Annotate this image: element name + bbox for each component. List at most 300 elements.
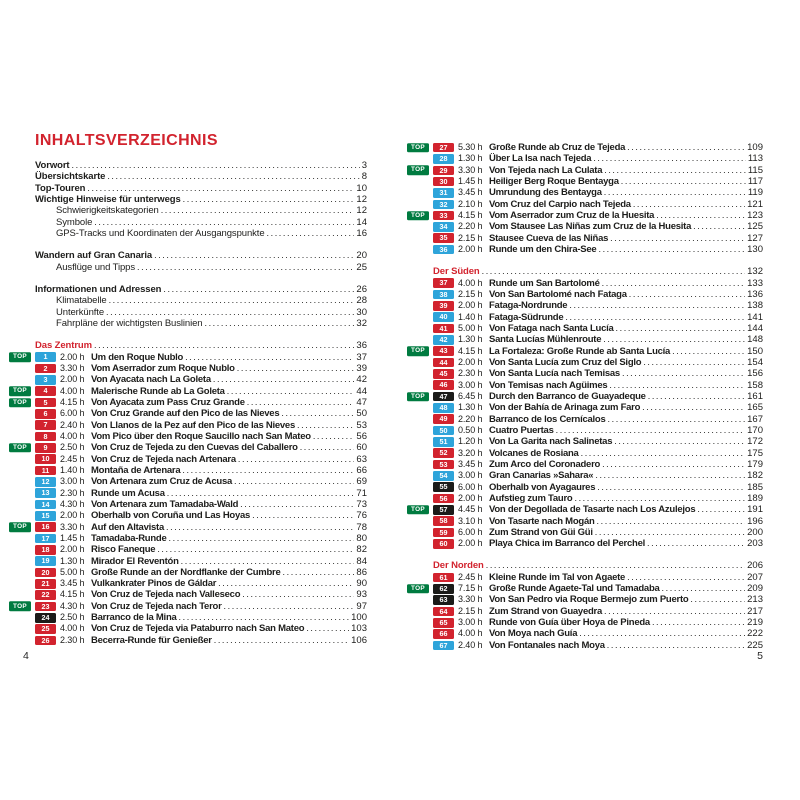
tour-duration: 4.00 h — [60, 385, 85, 396]
dot-leader — [693, 221, 745, 232]
dot-leader — [300, 442, 355, 453]
tour-row — [433, 516, 763, 527]
tour-title: Fataga-Südrunde — [489, 311, 564, 323]
tour-number-badge: 18 — [35, 545, 56, 555]
page-ref: 225 — [747, 639, 763, 651]
toc-row — [35, 284, 367, 295]
page-ref: 117 — [747, 175, 763, 187]
tour-duration: 1.30 h — [458, 153, 483, 164]
tour-title: Fataga-Nordrunde — [489, 300, 568, 312]
page-ref: 97 — [356, 600, 367, 612]
dot-leader — [306, 623, 349, 634]
tour-number-badge: 53 — [433, 460, 454, 470]
tour-title: Von Cruz Grande auf den Pico de las Nieves — [91, 408, 280, 420]
dot-leader — [169, 533, 355, 544]
tour-row — [433, 459, 763, 470]
tour-number-badge: 20 — [35, 568, 56, 578]
tour-duration: 4.15 h — [60, 589, 85, 600]
tour-number-badge: 67 — [433, 641, 454, 651]
page-ref: 121 — [747, 198, 763, 210]
tour-title: Über La Isa nach Tejeda — [489, 153, 592, 165]
toc-row — [35, 307, 367, 318]
tour-duration: 3.30 h — [458, 164, 483, 175]
tour-row — [433, 289, 763, 300]
tour-number-badge: 11 — [35, 466, 56, 476]
toc-entry-label: Wandern auf Gran Canaria — [35, 250, 153, 262]
tour-duration: 3.00 h — [60, 476, 85, 487]
tour-number-badge: 58 — [433, 516, 454, 526]
tour-row — [411, 504, 763, 516]
tour-row — [35, 431, 367, 442]
tour-duration: 7.15 h — [458, 583, 483, 594]
section-row — [433, 266, 763, 277]
tour-row — [433, 606, 763, 617]
tour-number-badge: 36 — [433, 245, 454, 255]
tour-duration: 2.00 h — [60, 544, 85, 555]
page-ref: 206 — [747, 560, 763, 572]
tour-title: Zum Strand von Güi Güi — [489, 526, 593, 538]
dot-leader — [604, 606, 745, 617]
dot-leader — [604, 187, 746, 198]
dot-leader — [242, 589, 354, 600]
tour-duration: 3.45 h — [458, 458, 483, 469]
top-badge: TOP — [407, 346, 429, 356]
page-ref: 100 — [351, 612, 367, 624]
dot-leader — [281, 408, 354, 419]
dot-leader — [643, 357, 745, 368]
tour-title: Vulkankrater Pinos de Gáldar — [91, 578, 217, 590]
dot-leader — [267, 228, 355, 239]
page-ref: 25 — [356, 261, 367, 273]
dot-leader — [672, 346, 745, 357]
tour-duration: 3.30 h — [60, 521, 85, 532]
tour-row — [433, 380, 763, 391]
page-ref: 133 — [747, 277, 763, 289]
page-ref: 185 — [747, 481, 763, 493]
tour-duration: 4.00 h — [458, 277, 483, 288]
tour-title: Von Cruz de Tejeda nach Artenara — [91, 453, 236, 465]
tour-title: Von Cruz de Tejeda via Pataburro nach San Mateo — [91, 623, 305, 635]
dot-leader — [109, 295, 355, 306]
tour-duration: 2.00 h — [458, 300, 483, 311]
folio-left: 4 — [23, 650, 29, 662]
dot-leader — [565, 312, 745, 323]
tour-duration: 2.00 h — [458, 243, 483, 254]
tour-row — [433, 334, 763, 345]
tour-title: Risco Faneque — [91, 544, 156, 556]
page-ref: 179 — [747, 458, 763, 470]
page-ref: 213 — [747, 594, 763, 606]
tour-title: La Fortaleza: Große Runde ab Santa Lucía — [489, 345, 671, 357]
toc-entry-label: Fahrpläne der wichtigsten Buslinien — [56, 317, 203, 329]
tour-number-badge: 32 — [433, 200, 454, 210]
tour-row — [433, 594, 763, 605]
page-ref: 42 — [356, 374, 367, 386]
dot-leader — [482, 266, 746, 277]
tour-row — [13, 351, 367, 363]
tour-number-badge: 47 — [433, 392, 454, 402]
dot-leader — [181, 556, 355, 567]
tour-number-badge: 60 — [433, 539, 454, 549]
page-ref: 141 — [747, 311, 763, 323]
dot-leader — [182, 465, 354, 476]
tour-row — [35, 612, 367, 623]
tour-title: Von Santa Lucía nach Temisas — [489, 368, 620, 380]
tour-number-badge: 14 — [35, 500, 56, 510]
tour-row — [433, 221, 763, 232]
tour-title: Von Moya nach Guía — [489, 628, 578, 640]
tour-title: Zum Strand von Guayedra — [489, 605, 603, 617]
tour-duration: 2.40 h — [458, 639, 483, 650]
page-ref: 148 — [747, 334, 763, 346]
tour-duration: 4.30 h — [60, 498, 85, 509]
tour-duration: 3.10 h — [458, 515, 483, 526]
dot-leader — [213, 374, 355, 385]
page-ref: 44 — [356, 385, 367, 397]
tour-number-badge: 6 — [35, 409, 56, 419]
page-ref: 36 — [356, 340, 367, 352]
tour-title: Umrundung des Bentayga — [489, 187, 602, 199]
dot-leader — [486, 560, 745, 571]
tour-number-badge: 43 — [433, 346, 454, 356]
tour-row — [433, 244, 763, 255]
dot-leader — [595, 470, 745, 481]
toc-row — [35, 205, 367, 216]
page-ref: 125 — [747, 221, 763, 233]
tour-number-badge: 27 — [433, 143, 454, 153]
dot-leader — [161, 205, 355, 216]
tour-duration: 3.00 h — [458, 379, 483, 390]
section-row — [35, 340, 367, 351]
tour-duration: 5.00 h — [458, 322, 483, 333]
tour-row — [433, 357, 763, 368]
tour-duration: 6.45 h — [458, 390, 483, 401]
tour-row — [433, 199, 763, 210]
dot-leader — [252, 510, 354, 521]
page-ref: 113 — [747, 153, 763, 165]
tour-row — [411, 345, 763, 357]
tour-title: Von Ayacata nach La Goleta — [91, 374, 211, 386]
tour-number-badge: 40 — [433, 312, 454, 322]
tour-row — [35, 533, 367, 544]
tour-row — [35, 488, 367, 499]
tour-duration: 4.00 h — [60, 430, 85, 441]
tour-row — [411, 583, 763, 595]
tour-title: Vom Stausee Las Niñas zum Cruz de la Huesita — [489, 221, 692, 233]
tour-title: Von Artenara zum Tamadaba-Wald — [91, 498, 239, 510]
page-ref: 66 — [356, 464, 367, 476]
tour-number-badge: 49 — [433, 414, 454, 424]
tour-duration: 2.20 h — [458, 221, 483, 232]
dot-leader — [579, 628, 745, 639]
tour-duration: 2.50 h — [60, 612, 85, 623]
page-ref: 80 — [356, 532, 367, 544]
tour-number-badge: 8 — [35, 432, 56, 442]
top-badge: TOP — [407, 166, 429, 176]
dot-leader — [604, 165, 746, 176]
tour-number-badge: 39 — [433, 301, 454, 311]
tour-title: Mirador El Reventón — [91, 555, 179, 567]
toc-row — [35, 262, 367, 273]
tour-title: Von Fataga nach Santa Lucía — [489, 322, 614, 334]
tour-number-badge: 50 — [433, 426, 454, 436]
tour-duration: 2.50 h — [60, 442, 85, 453]
top-badge: TOP — [9, 352, 31, 362]
tour-title: Tamadaba-Runde — [91, 532, 167, 544]
dot-leader — [94, 340, 354, 351]
toc-row — [35, 228, 367, 239]
tour-row — [433, 187, 763, 198]
tour-title: Playa Chica im Barranco del Perchel — [489, 538, 645, 550]
toc-entry-label: Vorwort — [35, 160, 70, 171]
dot-leader — [629, 289, 745, 300]
page-ref: 167 — [747, 413, 763, 425]
tour-duration: 2.15 h — [458, 288, 483, 299]
tour-number-badge: 66 — [433, 629, 454, 639]
dot-leader — [627, 142, 745, 153]
tour-row — [433, 493, 763, 504]
tour-number-badge: 10 — [35, 454, 56, 464]
tour-duration: 2.45 h — [60, 453, 85, 464]
section-row — [433, 560, 763, 571]
toc-row — [35, 250, 367, 261]
page-ref: 172 — [747, 436, 763, 448]
tour-row — [35, 589, 367, 600]
toc-row — [35, 171, 367, 182]
page-ref: 12 — [356, 193, 367, 205]
tour-title: Von Cruz de Tejeda nach Valleseco — [91, 589, 241, 601]
tour-duration: 3.00 h — [458, 470, 483, 481]
page-ref: 26 — [356, 283, 367, 295]
page-ref: 189 — [747, 492, 763, 504]
dot-leader — [163, 284, 354, 295]
page-ref: 3 — [361, 160, 367, 171]
page-ref: 165 — [747, 402, 763, 414]
tour-row — [35, 408, 367, 419]
tour-number-badge: 54 — [433, 471, 454, 481]
top-badge: TOP — [9, 522, 31, 532]
toc-row — [35, 183, 367, 194]
toc-entry-label: Informationen und Adressen — [35, 283, 162, 295]
tour-title: Vom Pico über den Roque Saucillo nach San Mateo — [91, 430, 311, 442]
tour-row — [411, 209, 763, 221]
tour-row — [35, 578, 367, 589]
left-page — [13, 0, 367, 800]
tour-duration: 3.00 h — [458, 617, 483, 628]
tour-row — [13, 600, 367, 612]
page-ref: 182 — [747, 470, 763, 482]
dot-leader — [656, 210, 745, 221]
tour-duration: 6.00 h — [60, 408, 85, 419]
tour-title: Oberhalb von Coruña und Las Hoyas — [91, 510, 251, 522]
tour-title: Vom Aserrador zum Cruz de la Huesita — [489, 209, 655, 221]
tour-number-badge: 62 — [433, 584, 454, 594]
tour-title: Um den Roque Nublo — [91, 351, 184, 363]
dot-leader — [598, 244, 745, 255]
page-ref: 10 — [356, 182, 367, 194]
tour-duration: 4.00 h — [458, 628, 483, 639]
tour-duration: 3.20 h — [458, 447, 483, 458]
tour-row — [433, 617, 763, 628]
tour-title: Große Runde Agaete-Tal und Tamadaba — [489, 583, 660, 595]
tour-duration: 3.45 h — [458, 187, 483, 198]
tour-title: Von La Garita nach Salinetas — [489, 436, 613, 448]
tour-number-badge: 38 — [433, 290, 454, 300]
tour-duration: 2.00 h — [60, 510, 85, 521]
page-ref: 144 — [747, 322, 763, 334]
top-badge: TOP — [407, 392, 429, 402]
dot-leader — [597, 516, 746, 527]
page-ref: 39 — [356, 362, 367, 374]
dot-leader — [569, 300, 745, 311]
dot-leader — [157, 544, 354, 555]
page-ref: 161 — [747, 390, 763, 402]
dot-leader — [622, 368, 745, 379]
tour-duration: 1.30 h — [458, 402, 483, 413]
page-ref: 84 — [356, 555, 367, 567]
page-ref: 93 — [356, 589, 367, 601]
tour-duration: 2.30 h — [60, 487, 85, 498]
tour-number-badge: 41 — [433, 324, 454, 334]
section-label: Der Süden — [433, 266, 480, 278]
dot-leader — [87, 183, 354, 194]
dot-leader — [313, 431, 355, 442]
dot-leader — [648, 391, 745, 402]
tour-title: Barranco de la Mina — [91, 612, 177, 624]
toc-row — [35, 160, 367, 171]
dot-leader — [633, 199, 745, 210]
tour-number-badge: 63 — [433, 595, 454, 605]
tour-number-badge: 24 — [35, 613, 56, 623]
tour-duration: 2.00 h — [458, 492, 483, 503]
tour-row — [433, 640, 763, 651]
tour-number-badge: 52 — [433, 448, 454, 458]
tour-title: Oberhalb von Ayagaures — [489, 481, 596, 493]
tour-title: Von der Degollada de Tasarte nach Los Azulejos — [489, 504, 696, 516]
tour-row — [35, 363, 367, 374]
tour-title: Durch den Barranco de Guayadeque — [489, 390, 646, 402]
tour-number-badge: 22 — [35, 590, 56, 600]
dot-leader — [214, 635, 349, 646]
tour-number-badge: 57 — [433, 505, 454, 515]
page-ref: 158 — [747, 379, 763, 391]
page-ref: 90 — [356, 578, 367, 590]
page-ref: 20 — [356, 250, 367, 262]
top-badge: TOP — [407, 143, 429, 153]
tour-row — [433, 436, 763, 447]
top-badge: TOP — [407, 505, 429, 515]
dot-leader — [574, 493, 745, 504]
tour-duration: 2.10 h — [458, 198, 483, 209]
page-ref: 191 — [747, 504, 763, 516]
tour-number-badge: 51 — [433, 437, 454, 447]
dot-leader — [621, 176, 746, 187]
toc-entry-label: Unterkünfte — [56, 306, 105, 318]
tour-row — [35, 420, 367, 431]
page-ref: 28 — [356, 295, 367, 307]
tour-row — [433, 278, 763, 289]
top-badge: TOP — [407, 584, 429, 594]
dot-leader — [179, 612, 350, 623]
dot-leader — [247, 397, 355, 408]
tour-title: Auf den Altavista — [91, 521, 164, 533]
tour-row — [433, 538, 763, 549]
dot-leader — [238, 454, 355, 465]
tour-number-badge: 4 — [35, 386, 56, 396]
tour-title: Von Llanos de la Pez auf den Pico de las Nieves — [91, 419, 296, 431]
tour-duration: 4.15 h — [458, 209, 483, 220]
tour-title: Aufstieg zum Tauro — [489, 492, 573, 504]
tour-row — [433, 414, 763, 425]
tour-title: Von Tejeda nach La Culata — [489, 164, 603, 176]
tour-number-badge: 45 — [433, 369, 454, 379]
tour-duration: 1.45 h — [458, 175, 483, 186]
tour-row — [13, 442, 367, 454]
tour-duration: 4.15 h — [60, 396, 85, 407]
tour-duration: 2.20 h — [458, 413, 483, 424]
tour-duration: 6.00 h — [458, 481, 483, 492]
tour-title: Zum Arco del Coronadero — [489, 458, 601, 470]
tour-title: Cuatro Puertas — [489, 424, 554, 436]
tour-title: Heiliger Berg Roque Bentayga — [489, 175, 619, 187]
page-ref: 78 — [356, 521, 367, 533]
dot-leader — [107, 171, 359, 182]
tour-duration: 4.00 h — [60, 623, 85, 634]
tour-number-badge: 7 — [35, 420, 56, 430]
dot-leader — [154, 250, 354, 261]
tour-row — [433, 300, 763, 311]
tour-duration: 2.15 h — [458, 232, 483, 243]
page-ref: 203 — [747, 538, 763, 550]
tour-number-badge: 25 — [35, 624, 56, 634]
tour-title: Von Ayacata zum Pass Cruz Grande — [91, 396, 245, 408]
tour-title: Vom Aserrador zum Roque Nublo — [91, 362, 235, 374]
tour-row — [433, 233, 763, 244]
dot-leader — [297, 420, 354, 431]
dot-leader — [581, 448, 746, 459]
tour-row — [35, 499, 367, 510]
page-ref: 76 — [356, 510, 367, 522]
dot-leader — [627, 572, 745, 583]
tour-number-badge: 37 — [433, 278, 454, 288]
tour-duration: 2.15 h — [458, 605, 483, 616]
section-label: Der Norden — [433, 560, 484, 572]
toc-entry-label: Symbole — [56, 216, 93, 228]
tour-number-badge: 12 — [35, 477, 56, 487]
toc-row — [35, 318, 367, 329]
tour-duration: 2.00 h — [60, 351, 85, 362]
page-ref: 103 — [351, 623, 367, 635]
page-ref: 196 — [747, 515, 763, 527]
dot-leader — [610, 233, 745, 244]
page-ref: 53 — [356, 419, 367, 431]
tour-title: Stausee Cueva de las Niñas — [489, 232, 609, 244]
tour-title: Montaña de Artenara — [91, 464, 181, 476]
page-ref: 63 — [356, 453, 367, 465]
tour-title: Große Runde ab Cruz de Tejeda — [489, 142, 626, 153]
toc-row — [35, 194, 367, 205]
tour-number-badge: 16 — [35, 522, 56, 532]
tour-title: Runde von Guía über Hoya de Pineda — [489, 617, 650, 629]
dot-leader — [662, 583, 746, 594]
page-ref: 50 — [356, 408, 367, 420]
tour-duration: 3.30 h — [458, 594, 483, 605]
toc-entry-label: Ausflüge und Tipps — [56, 261, 136, 273]
tour-duration: 2.00 h — [60, 374, 85, 385]
tour-row — [433, 402, 763, 413]
tour-row — [35, 476, 367, 487]
page-ref: 16 — [356, 227, 367, 239]
